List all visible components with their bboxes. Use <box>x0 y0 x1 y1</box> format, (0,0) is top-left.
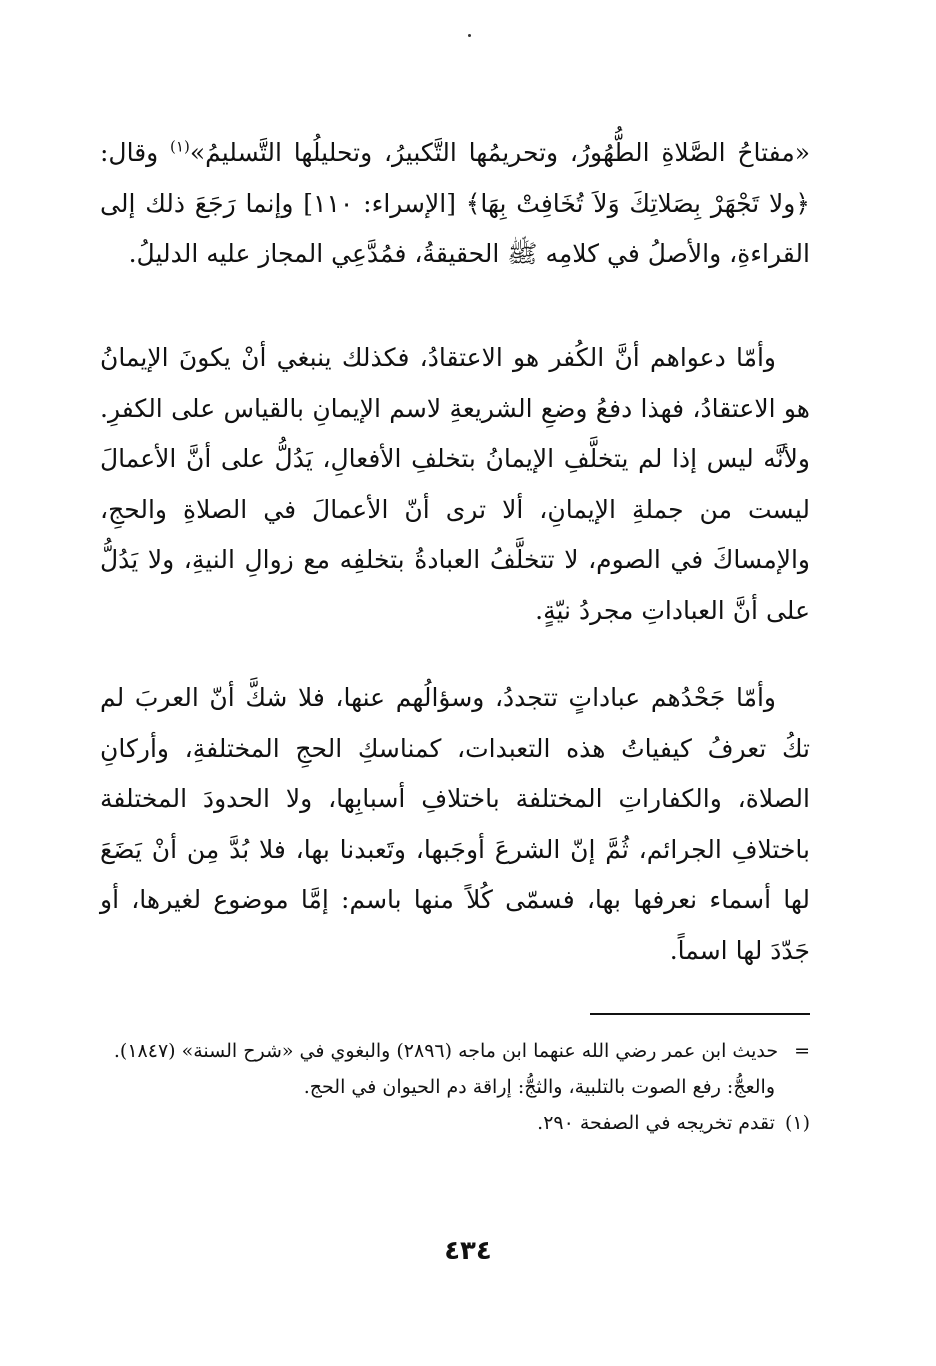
page-speck <box>468 34 471 37</box>
footnote-continuation <box>100 1033 810 1069</box>
footnotes <box>100 1033 810 1141</box>
hadith-text: «مفتاحُ الصَّلاةِ الطُّهُورُ، وتحريمُها التَّكبيرُ، وتحليلُها التَّسليمُ» <box>189 138 811 167</box>
footnote-continuation-text: حديث ابن عمر رضي الله عنهما ابن ماجه (٢٨٩٦) والبغوي في «شرح السنة» (١٨٤٧). <box>113 1040 779 1062</box>
continuation-mark: = <box>794 1040 810 1062</box>
footnote-1 <box>100 1105 810 1141</box>
paragraph-continuation: وقال: ﴿ولا تَجْهَرْ بِصَلاتِكَ وَلاَ تُخَافِتْ بِهَا﴾ [الإسراء: ١١٠] وإنما رَجَعَ ذلك إلى القراءةِ، والأصلُ في كلامِه ﷺ الحقيقةُ، فمُدَّعِي المجاز عليه الدليلُ. <box>100 138 811 268</box>
paragraph-faith-belief <box>100 333 810 636</box>
paragraph-2-text: وأمّا دعواهم أنَّ الكُفر هو الاعتقادُ، فكذلك ينبغي أنْ يكونَ الإيمانُ هو الاعتقادُ، فهذا دفعُ وضعِ الشريعةِ لاسم الإيمانِ بالقياس على الكفرِ. ولأنَّه ليس إذا لم يتخلَّفِ الإيمانُ بتخلفِ الأفعالِ، يَدُلُّ على أنَّ الأعمالَ ليست من جملةِ الإيمانِ، ألا ترى أنّ الأعمالَ في الصلاةِ والحجِ، والإمساكَ في الصوم، لا تتخلَّفُ العبادةُ بتخلفِه مع زوالِ النيةِ، ولا يَدُلُّ على أنَّ العباداتِ مجردُ نيّةٍ. <box>100 343 810 625</box>
footnote-ref-1[interactable]: (١) <box>170 137 190 156</box>
paragraph-hadith <box>100 128 810 280</box>
footnote-1-number: (١) <box>784 1112 810 1134</box>
footnote-1-text: تقدم تخريجه في الصفحة ٢٩٠. <box>537 1112 775 1134</box>
book-page <box>100 128 810 1338</box>
page-number: ٤٣٤ <box>444 1236 492 1266</box>
footnote-gloss: والعجُّ: رفع الصوت بالتلبية، والثجُّ: إراقة دم الحيوان في الحج. <box>303 1076 775 1098</box>
paragraph-3-text: وأمّا جَحْدُهم عباداتٍ تتجددُ، وسؤالُهم عنها، فلا شكَّ أنّ العربَ لم تكُ تعرفُ كيفياتُ هذه التعبدات، كمناسكِ الحجِ المختلفةِ، وأركانِ الصلاة، والكفاراتِ المختلفة باختلافِ أسبابِها، ولا الحدودَ المختلفة باختلافِ الجرائم، ثُمَّ إنّ الشرعَ أوجَبها، وتَعبدنا بها، فلا بُدَّ مِن أنْ يَضَعَ لها أسماء نعرفها بها، فسمّى كُلاً منها باسم: إمَّا موضوع لغيرها، أو جَدّدَ لها اسماً. <box>100 683 810 965</box>
footnote-separator <box>590 1013 810 1015</box>
paragraph-worship-names <box>100 673 810 976</box>
